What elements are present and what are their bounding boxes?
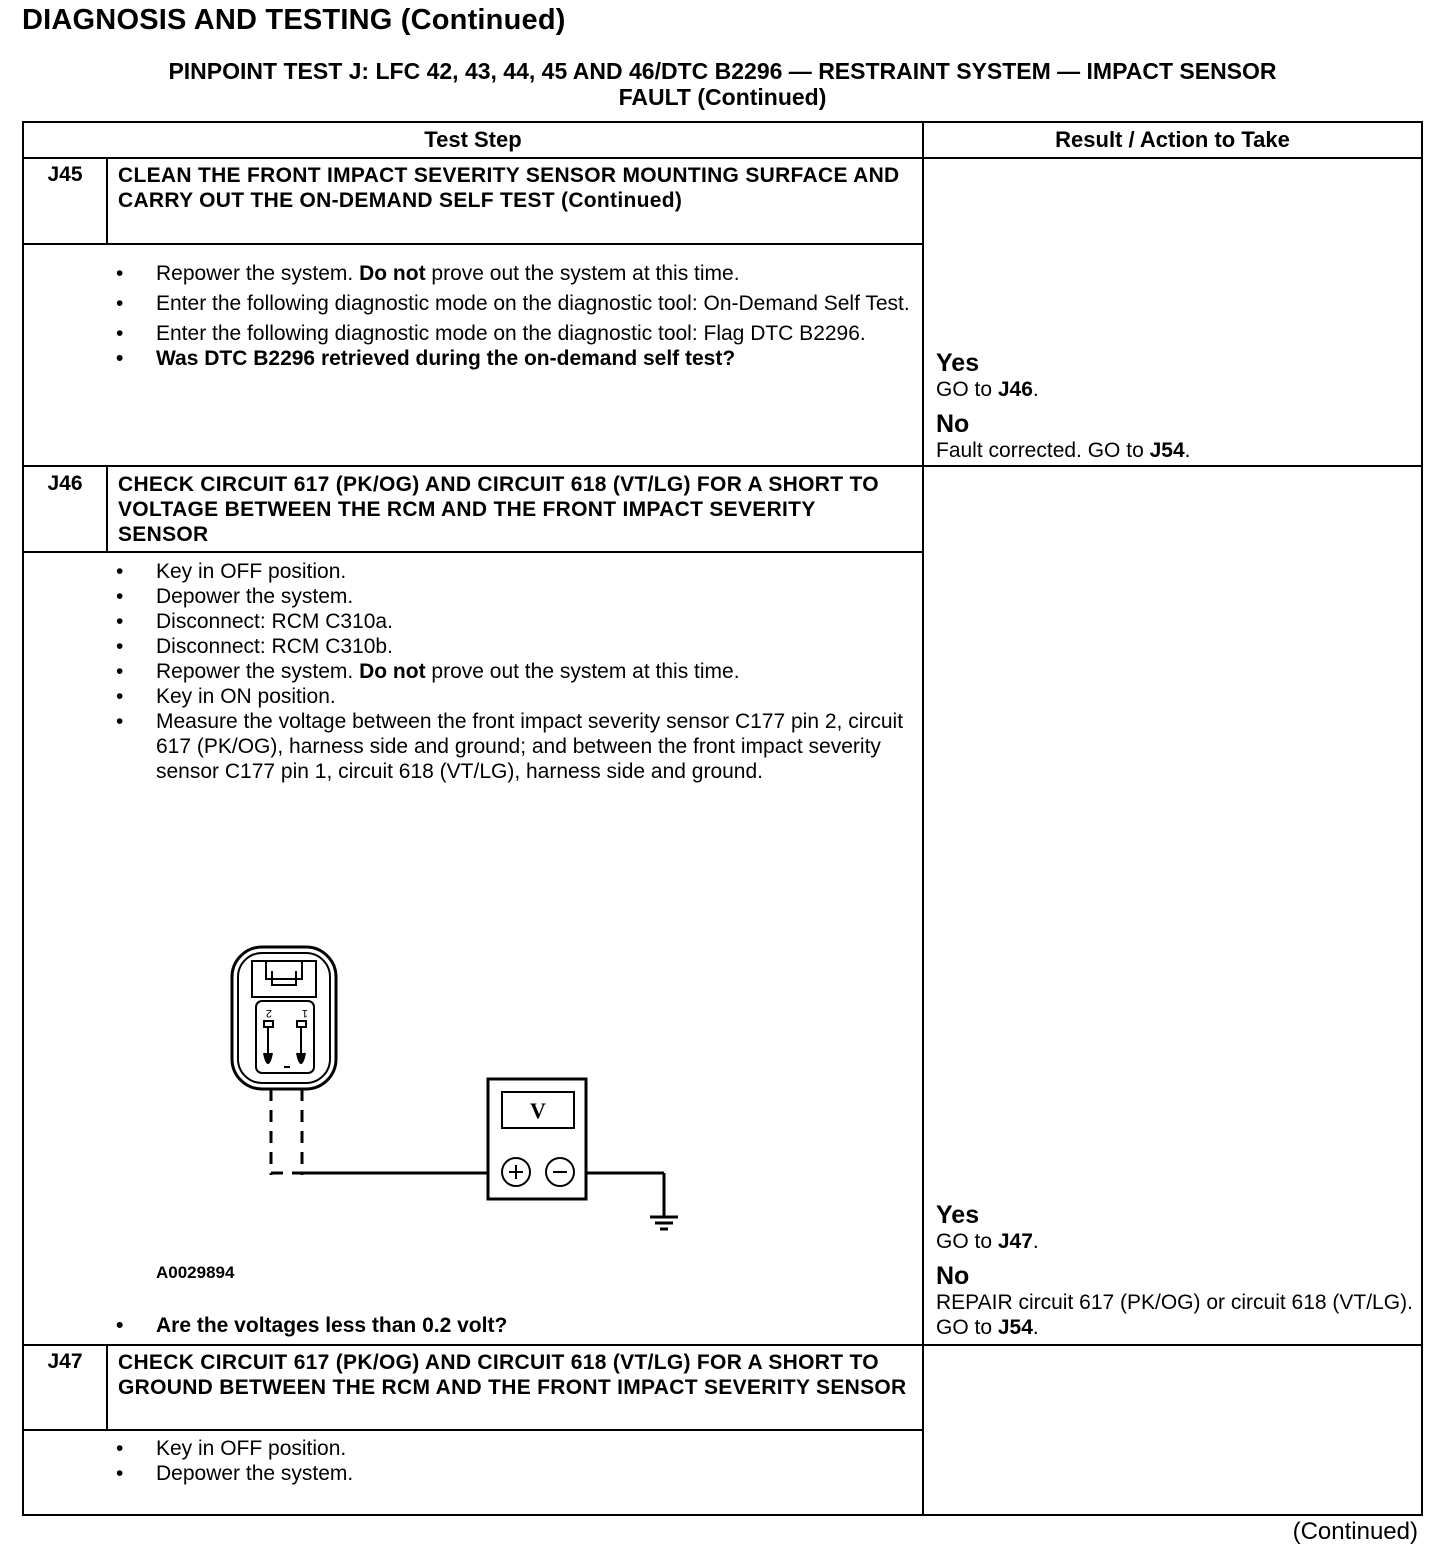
list-item: • Depower the system. [114, 1461, 914, 1486]
step-id-j46: J46 [47, 472, 83, 495]
step-id-j47: J47 [47, 1350, 83, 1373]
no-action: Fault corrected. GO to J54. [936, 439, 1191, 462]
list-item: • Was DTC B2296 retrieved during the on-demand self test? [114, 346, 914, 371]
step-title-j47: CHECK CIRCUIT 617 (PK/OG) AND CIRCUIT 618 (VT/LG) FOR A SHORT TO GROUND BETWEEN THE RCM AND THE FRONT IMPACT SEVERITY SENSOR [118, 1351, 907, 1399]
step-title-j46: CHECK CIRCUIT 617 (PK/OG) AND CIRCUIT 618 (VT/LG) FOR A SHORT TO VOLTAGE BETWEEN THE RCM AND THE FRONT IMPACT SEVERITY SENSOR [118, 473, 879, 546]
list-item: • Are the voltages less than 0.2 volt? [114, 1313, 914, 1338]
list-item: • Disconnect: RCM C310a. [114, 609, 914, 634]
continued-footer: (Continued) [1292, 1518, 1418, 1545]
step-title-j45: CLEAN THE FRONT IMPACT SEVERITY SENSOR MOUNTING SURFACE AND CARRY OUT THE ON-DEMAND SELF TEST (Continued) [118, 164, 900, 212]
list-item: • Repower the system. Do not prove out the system at this time. [114, 659, 914, 684]
list-item: • Depower the system. [114, 584, 914, 609]
yes-label: Yes [936, 1201, 980, 1229]
yes-action: GO to J46. [936, 378, 1039, 401]
voltmeter-symbol: V [530, 1098, 546, 1123]
j46-question [114, 1313, 914, 1338]
pinpoint-test-table [22, 121, 1423, 1516]
column-header-result: Result / Action to Take [1055, 127, 1290, 152]
column-header-test-step: Test Step [424, 127, 522, 152]
ground-symbol [650, 1217, 678, 1229]
j46-result [936, 1201, 1416, 1340]
row-divider-j47 [24, 1344, 1421, 1346]
test-title-line-2: FAULT (Continued) [618, 84, 827, 110]
list-item: • Key in OFF position. [114, 1436, 914, 1461]
pinpoint-test-title [22, 58, 1423, 110]
list-item: • Key in OFF position. [114, 559, 914, 584]
list-item: • Measure the voltage between the front impact severity sensor C177 pin 2, circuit 617 (PK/OG), harness side and ground; and between the front impact severity sensor C177 pin 1, circuit 618 (VT/LG), harness side and ground. [114, 709, 914, 784]
test-title-line-1: PINPOINT TEST J: LFC 42, 43, 44, 45 AND 46/DTC B2296 — RESTRAINT SYSTEM — IMPACT SENSOR [168, 58, 1277, 84]
j47-instructions [114, 1436, 914, 1486]
yes-action: GO to J47. [936, 1230, 1039, 1253]
j47-title-divider [24, 1429, 923, 1431]
list-item: • Repower the system. Do not prove out the system at this time. [114, 261, 914, 286]
test-leads [271, 1089, 664, 1217]
no-label: No [936, 1262, 970, 1290]
list-item: • Key in ON position. [114, 684, 914, 709]
yes-label: Yes [936, 349, 980, 377]
j47-id-divider [106, 1344, 108, 1431]
no-label: No [936, 410, 970, 438]
pin-label-2: 2 [265, 1007, 272, 1019]
voltmeter [488, 1079, 586, 1199]
j45-result [936, 349, 1416, 471]
pin-label-1: 1 [301, 1007, 308, 1019]
page-heading: DIAGNOSIS AND TESTING (Continued) [22, 4, 566, 36]
step-id-j45: J45 [47, 163, 83, 186]
list-item: • Enter the following diagnostic mode on the diagnostic tool: Flag DTC B2296. [114, 321, 914, 346]
list-item: • Disconnect: RCM C310b. [114, 634, 914, 659]
figure-id: A0029894 [156, 1263, 235, 1282]
no-action: REPAIR circuit 617 (PK/OG) or circuit 618 (VT/LG). GO to J54. [936, 1291, 1413, 1339]
connector-c177 [232, 947, 336, 1089]
voltage-test-diagram [24, 123, 922, 1343]
list-item: • Enter the following diagnostic mode on the diagnostic tool: On-Demand Self Test. [114, 291, 914, 316]
column-divider [922, 123, 924, 1514]
